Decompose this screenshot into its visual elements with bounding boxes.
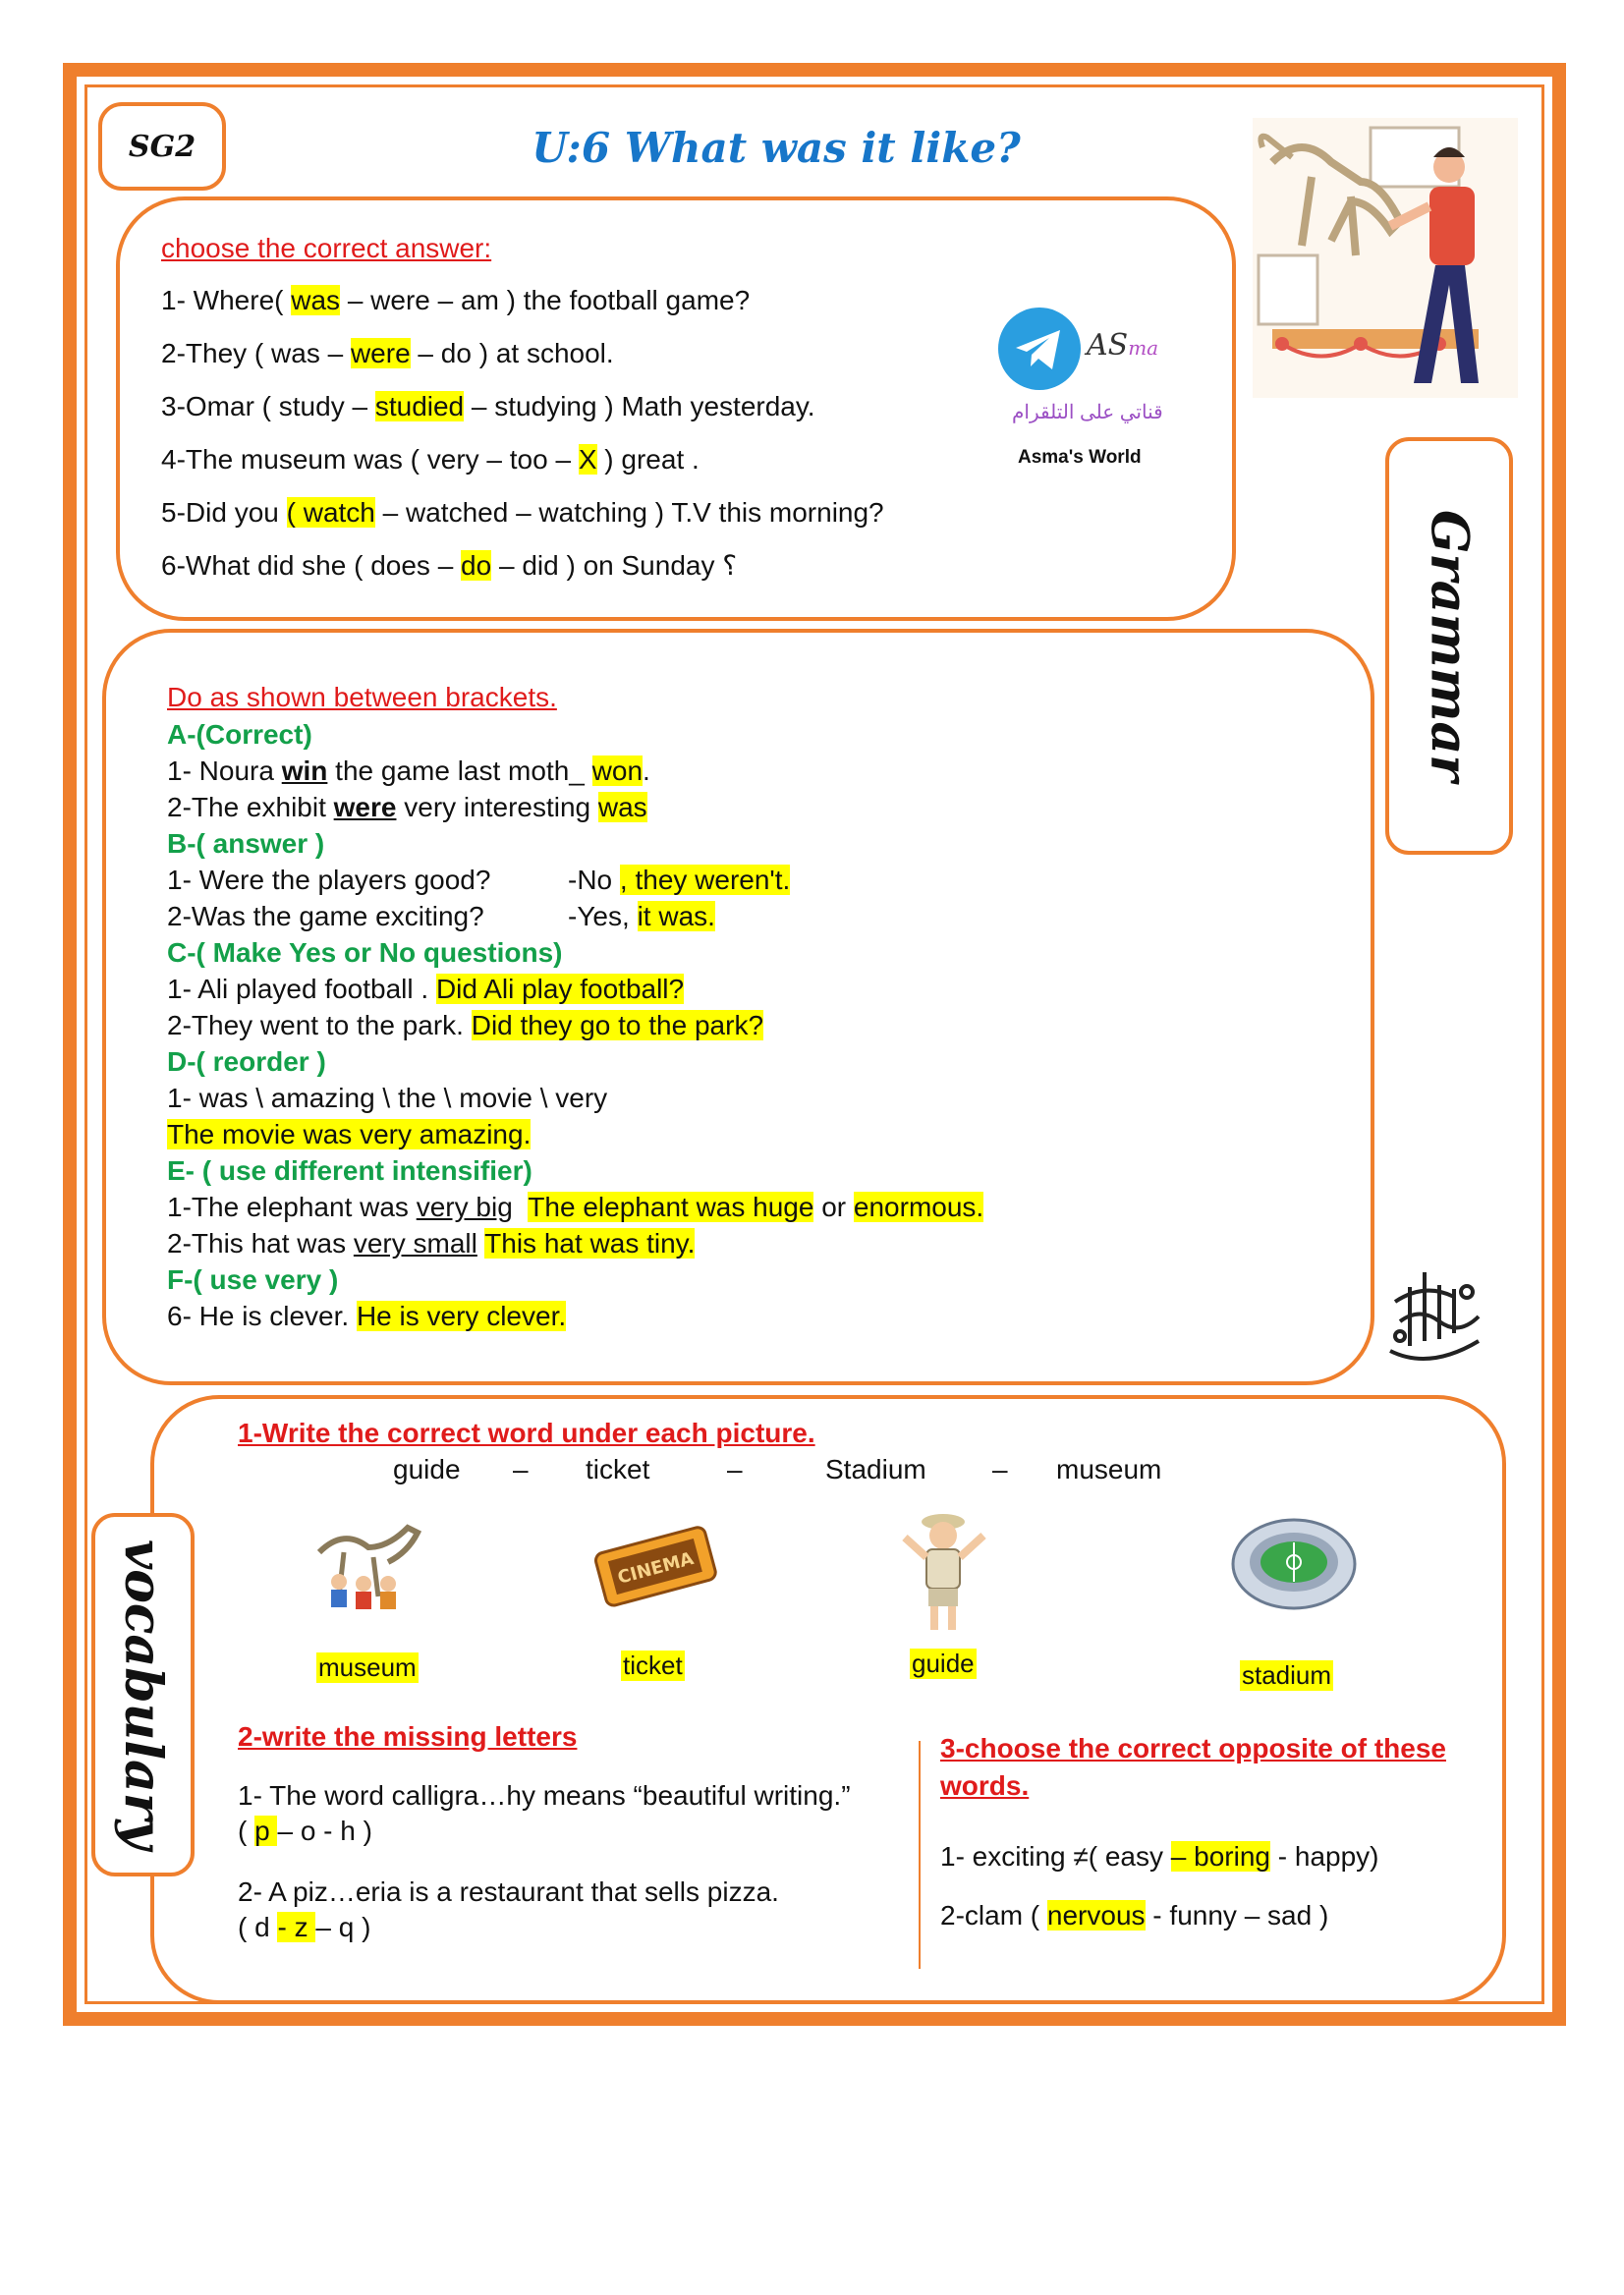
unit-code-badge: [98, 102, 226, 191]
opposite-q1: 1- exciting ≠( easy – boring - happy): [940, 1841, 1379, 1872]
d-answer: The movie was very amazing.: [167, 1119, 532, 1149]
word-bank-guide: guide: [393, 1454, 461, 1484]
c2-line: 2-They went to the park. Did they go to the park?: [167, 1010, 764, 1040]
answer-stadium: stadium: [1242, 1660, 1332, 1690]
choose-q5: 5-Did you ( watch – watched – watching ) T.V this morning?: [161, 497, 884, 528]
vocab-divider: [919, 1741, 921, 1969]
choose-q1: 1- Where( was – were – am ) the football game?: [161, 285, 751, 315]
vocabulary-tab: [91, 1513, 195, 1876]
section-a-heading: A-(Correct): [167, 719, 312, 750]
missing-q2: 2- A piz…eria is a restaurant that sells pizza.: [238, 1876, 779, 1907]
e1-line: 1-The elephant was very big The elephant was huge or enormous.: [167, 1192, 984, 1222]
answer-ticket: ticket: [623, 1651, 683, 1680]
section-e-heading: E- ( use different intensifier): [167, 1155, 532, 1186]
calligraphy-decoration: [1380, 1262, 1488, 1371]
a2-line: 2-The exhibit were very interesting was: [167, 792, 647, 822]
word-bank-dash: –: [992, 1454, 1008, 1484]
word-bank-museum: museum: [1056, 1454, 1162, 1484]
choose-heading: choose the correct answer:: [161, 233, 492, 263]
e2-line: 2-This hat was very small This hat was tiny.: [167, 1228, 696, 1259]
section-f-heading: F-( use very ): [167, 1264, 339, 1295]
grammar-label: Grammar: [1419, 510, 1480, 782]
stadium-picture: [1228, 1503, 1361, 1616]
unit-code: SG2: [128, 129, 196, 164]
vocab-heading: 1-Write the correct word under each picture.: [238, 1418, 815, 1448]
cinema-ticket-picture: [589, 1518, 722, 1616]
opposite-heading-line1: 3-choose the correct opposite of these: [940, 1733, 1446, 1763]
missing-q2-options: ( d - z – q ): [238, 1912, 371, 1942]
section-d-heading: D-( reorder ): [167, 1046, 326, 1077]
grammar-tab: [1385, 437, 1513, 855]
section-c-heading: C-( Make Yes or No questions): [167, 937, 563, 968]
asma-logo-mark: ASma: [1087, 328, 1159, 363]
b1-question: 1- Were the players good?: [167, 865, 491, 895]
answer-guide: guide: [912, 1649, 975, 1678]
telegram-icon: [997, 307, 1082, 391]
museum-guide-illustration: [1253, 118, 1518, 398]
c1-line: 1- Ali played football . Did Ali play football?: [167, 974, 685, 1004]
word-bank-dash: –: [727, 1454, 743, 1484]
word-bank-stadium: Stadium: [825, 1454, 926, 1484]
word-bank-ticket: ticket: [586, 1454, 650, 1484]
vocabulary-label: vocabulary: [113, 1539, 173, 1850]
brand-channel-text: قناتي على التلقرام: [1012, 402, 1163, 423]
choose-q3: 3-Omar ( study – studied – studying ) Math yesterday.: [161, 391, 815, 421]
museum-picture: [305, 1513, 427, 1611]
opposite-heading-line2: words.: [940, 1770, 1030, 1801]
missing-q1-options: ( p – o - h ): [238, 1816, 372, 1846]
choose-q2: 2-They ( was – were – do ) at school.: [161, 338, 614, 368]
word-bank-dash: –: [513, 1454, 529, 1484]
answer-museum: museum: [318, 1652, 417, 1682]
tour-guide-picture: [889, 1508, 1002, 1636]
choose-q6: 6-What did she ( does – do – did ) on Sunday ؟: [161, 550, 738, 581]
opposite-q2: 2-clam ( nervous - funny – sad ): [940, 1900, 1329, 1931]
f1-line: 6- He is clever. He is very clever.: [167, 1301, 567, 1331]
section-b-heading: B-( answer ): [167, 828, 325, 859]
page-title: U:6 What was it like?: [532, 124, 1021, 172]
a1-line: 1- Noura win the game last moth_ won.: [167, 756, 650, 786]
d1-line: 1- was \ amazing \ the \ movie \ very: [167, 1083, 608, 1113]
b2-answer: -Yes, it was.: [568, 901, 715, 931]
cinema-ticket-text: CINEMA: [615, 1548, 697, 1589]
brand-name: Asma's World: [1018, 447, 1142, 468]
b2-question: 2-Was the game exciting?: [167, 901, 484, 931]
brackets-heading: Do as shown between brackets.: [167, 682, 557, 712]
missing-q1: 1- The word calligra…hy means “beautiful writing.”: [238, 1780, 851, 1811]
b1-answer: -No , they weren't.: [568, 865, 791, 895]
missing-letters-heading: 2-write the missing letters: [238, 1721, 578, 1752]
choose-q4: 4-The museum was ( very – too – X ) great .: [161, 444, 700, 475]
